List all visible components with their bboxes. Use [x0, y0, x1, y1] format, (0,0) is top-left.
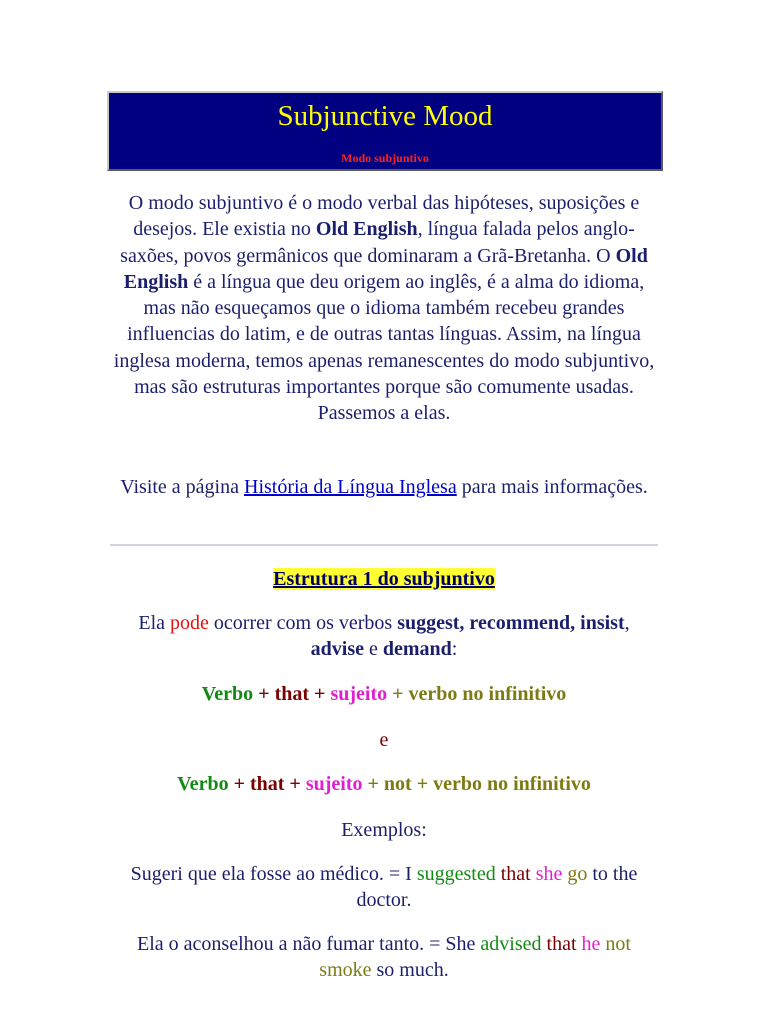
intro-text-3: é a língua que deu origem ao inglês, é a alma do idioma, mas não esqueçamos que o idioma também recebeu grandes influencias do latim, e de outras tantas línguas. Assim, na língua inglesa moderna, temos apenas remanescentes do modo subjuntivo, mas são estruturas importantes porque são comumente usadas. Passemos a elas. [113, 270, 655, 425]
intro-text-1: O modo subjuntivo é o modo verbal das hipóteses, suposições e desejos. Ele existia no [128, 192, 640, 241]
formula-plus: + [228, 773, 250, 795]
verbs-paragraph [110, 610, 658, 663]
formula-sujeito: sujeito [330, 683, 388, 705]
example-sentence [110, 931, 658, 984]
section-divider [110, 544, 658, 546]
verbs-text: ocorrer com os verbos [208, 612, 398, 634]
example-portuguese: Ela o aconselhou a não fumar tanto. = She [137, 933, 481, 955]
formula-plus: + [253, 683, 275, 705]
formula-plus: + [411, 773, 434, 795]
conjunction-e: e [379, 729, 389, 751]
verb-demand: demand [382, 638, 452, 661]
visit-text-before: Visite a página [120, 476, 244, 498]
example-subject: she [535, 863, 563, 885]
old-english-term: Old English [315, 218, 418, 241]
formula-plus: + [387, 683, 409, 705]
visit-paragraph [110, 474, 658, 500]
verb-list: suggest, recommend, insist [397, 612, 625, 634]
history-link[interactable]: História da Língua Inglesa [244, 476, 457, 498]
old-english-term: Old English [123, 244, 648, 293]
intro-paragraph [110, 190, 658, 427]
example-portuguese: Sugeri que ela fosse ao médico. = I [130, 863, 417, 885]
formula-negative [110, 771, 658, 797]
verbs-conjunction: e [363, 638, 383, 661]
formula-that: that [249, 773, 285, 795]
formula-infinitivo: verbo no infinitivo [408, 683, 567, 705]
intro-text-2: , língua falada pelos anglo-saxões, povos germânicos que dominaram a Grã-Bretanha. O [120, 218, 635, 267]
example-subject: he [581, 933, 601, 955]
page-title: Subjunctive Mood [277, 100, 493, 132]
visit-text-after: para mais informações. [456, 476, 648, 498]
example-verb: advised [480, 933, 542, 955]
section-heading [110, 566, 658, 592]
example-infinitive: not smoke [319, 933, 631, 982]
verbs-text: Ela [138, 612, 171, 634]
formula-infinitivo: verbo no infinitivo [433, 773, 591, 795]
pode-word: pode [170, 612, 209, 634]
formula-that: that [274, 683, 310, 705]
formula-plus: + [284, 773, 306, 795]
verbs-colon: : [451, 638, 458, 661]
formula-affirmative [110, 681, 658, 707]
example-that: that [500, 863, 531, 885]
example-rest: so much. [371, 959, 449, 982]
formula-verbo: Verbo [201, 683, 254, 705]
page-subtitle: Modo subjuntivo [341, 151, 429, 165]
formula-plus: + [309, 683, 331, 705]
example-sentence [110, 861, 658, 914]
formula-plus: + [362, 773, 384, 795]
formula-not: not [383, 773, 412, 795]
verb-advise: advise [310, 638, 364, 661]
examples-label: Exemplos: [341, 819, 427, 841]
example-rest: to the doctor. [356, 863, 638, 912]
example-verb: suggested [416, 863, 496, 885]
formula-verbo: Verbo [177, 773, 229, 795]
section-heading-text: Estrutura 1 do subjuntivo [273, 568, 495, 590]
example-infinitive: go [567, 863, 588, 885]
formula-sujeito: sujeito [305, 773, 363, 795]
example-that: that [546, 933, 577, 955]
title-banner [107, 91, 663, 171]
verbs-separator: , [624, 612, 630, 634]
